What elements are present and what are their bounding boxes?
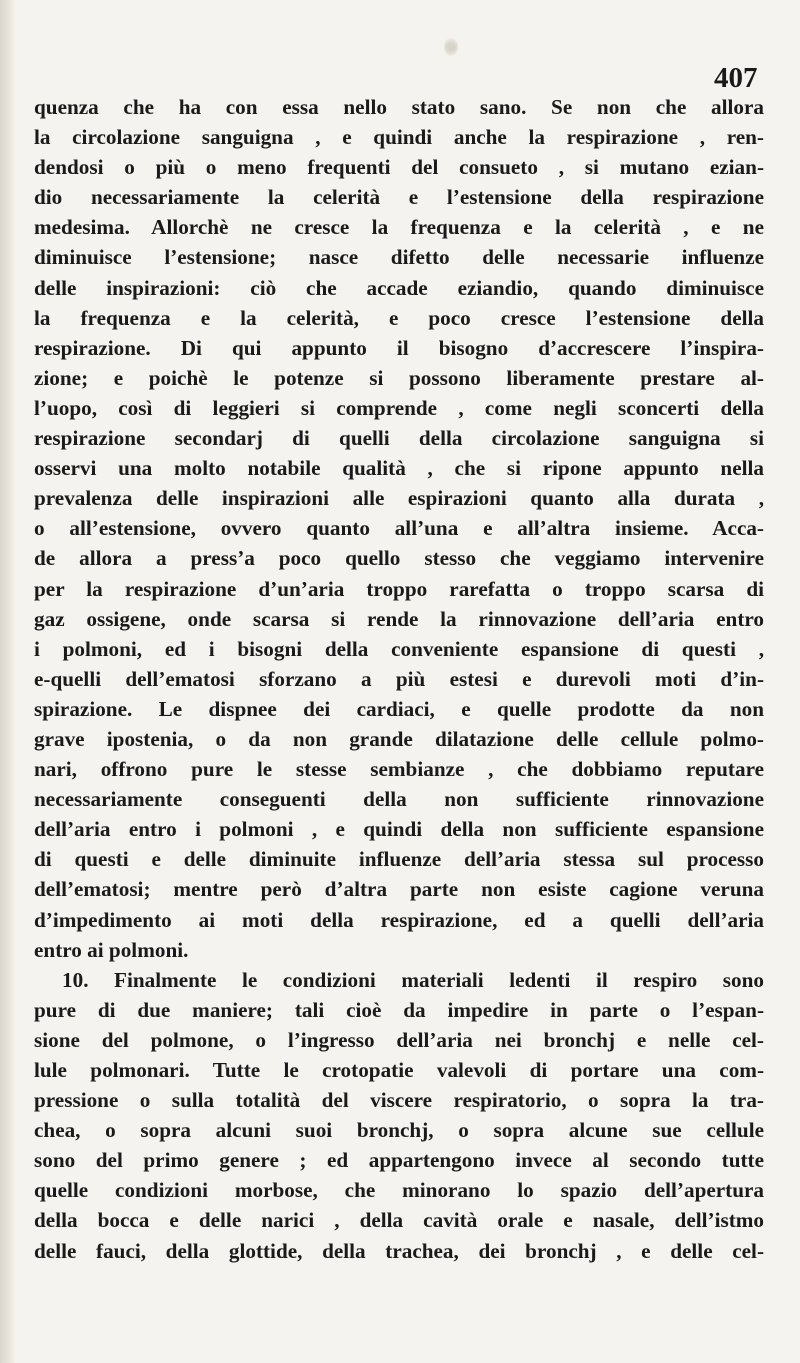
text-line: respirazione. Di qui appunto il bisogno d’accrescere l’inspira- xyxy=(34,335,764,360)
text-line: di questi e delle diminuite influenze dell’aria stessa sul processo xyxy=(34,847,764,872)
text-line: delle inspirazioni: ciò che accade eziandio, quando diminuisce xyxy=(34,275,764,300)
text-line: e-quelli dell’ematosi sforzano a più estesi e durevoli moti d’in- xyxy=(34,666,764,691)
text-line-paragraph-start: 10. Finalmente le condizioni materiali ledenti il respiro sono xyxy=(62,967,764,992)
text-line: osservi una molto notabile qualità , che si ripone appunto nella xyxy=(34,456,764,481)
text-line: respirazione secondarj di quelli della circolazione sanguigna si xyxy=(34,426,764,451)
page-binding-edge xyxy=(0,0,14,1363)
body-text xyxy=(34,92,764,1266)
text-line: lule polmonari. Tutte le crotopatie valevoli di portare una com- xyxy=(34,1058,764,1082)
text-line: la circolazione sanguigna , e quindi anche la respirazione , ren- xyxy=(34,125,764,150)
paper-stain xyxy=(444,38,458,56)
text-line: pure di due maniere; tali cioè da impedire in parte o l’espan- xyxy=(34,997,764,1022)
text-line: zione; e poichè le potenze si possono liberamente prestare al- xyxy=(34,365,764,390)
text-line: medesima. Allorchè ne cresce la frequenza e la celerità , e ne xyxy=(34,215,764,240)
text-line: gaz ossigene, onde scarsa si rende la rinnovazione dell’aria entro xyxy=(34,606,764,631)
text-line: quelle condizioni morbose, che minorano lo spazio dell’apertura xyxy=(34,1178,764,1203)
text-line: dell’aria entro i polmoni , e quindi della non sufficiente espansione xyxy=(34,817,764,842)
text-line: o all’estensione, ovvero quanto all’una e all’altra insieme. Acca- xyxy=(34,516,764,541)
text-line: sono del primo genere ; ed appartengono invece al secondo tutte xyxy=(34,1148,764,1173)
text-line: nari, offrono pure le stesse sembianze , che dobbiamo reputare xyxy=(34,757,764,782)
text-line: chea, o sopra alcuni suoi bronchj, o sopra alcune sue cellule xyxy=(34,1118,764,1143)
text-line: prevalenza delle inspirazioni alle espirazioni quanto alla durata , xyxy=(34,486,764,511)
text-line: sione del polmone, o l’ingresso dell’aria nei bronchj e nelle cel- xyxy=(34,1027,764,1052)
text-line: de allora a press’a poco quello stesso che veggiamo intervenire xyxy=(34,546,764,571)
text-line: grave ipostenia, o da non grande dilatazione delle cellule polmo- xyxy=(34,726,764,751)
text-line: spirazione. Le dispnee dei cardiaci, e quelle prodotte da non xyxy=(34,696,764,721)
text-line: necessariamente conseguenti della non sufficiente rinnovazione xyxy=(34,787,764,812)
text-line: per la respirazione d’un’aria troppo rarefatta o troppo scarsa di xyxy=(34,576,764,601)
text-line: d’impedimento ai moti della respirazione, ed a quelli dell’aria xyxy=(34,907,764,932)
text-line: la frequenza e la celerità, e poco cresce l’estensione della xyxy=(34,305,764,330)
text-line: dendosi o più o meno frequenti del consueto , si mutano ezian- xyxy=(34,155,764,180)
text-line: della bocca e delle narici , della cavità orale e nasale, dell’istmo xyxy=(34,1208,764,1233)
text-line: l’uopo, così di leggieri si comprende , come negli sconcerti della xyxy=(34,395,764,420)
text-line: dell’ematosi; mentre però d’altra parte non esiste cagione veruna xyxy=(34,877,764,902)
text-line-paragraph-end: entro ai polmoni. xyxy=(34,937,189,962)
text-line: delle fauci, della glottide, della trachea, dei bronchj , e delle cel- xyxy=(34,1238,764,1263)
text-line: dio necessariamente la celerità e l’estensione della respirazione xyxy=(34,185,764,210)
text-line: diminuisce l’estensione; nasce difetto delle necessarie influenze xyxy=(34,245,764,270)
text-line: quenza che ha con essa nello stato sano. Se non che allora xyxy=(34,95,764,119)
text-line: pressione o sulla totalità del viscere respiratorio, o sopra la tra- xyxy=(34,1088,764,1113)
text-line: i polmoni, ed i bisogni della conveniente espansione di questi , xyxy=(34,636,764,661)
page-number: 407 xyxy=(714,62,758,94)
